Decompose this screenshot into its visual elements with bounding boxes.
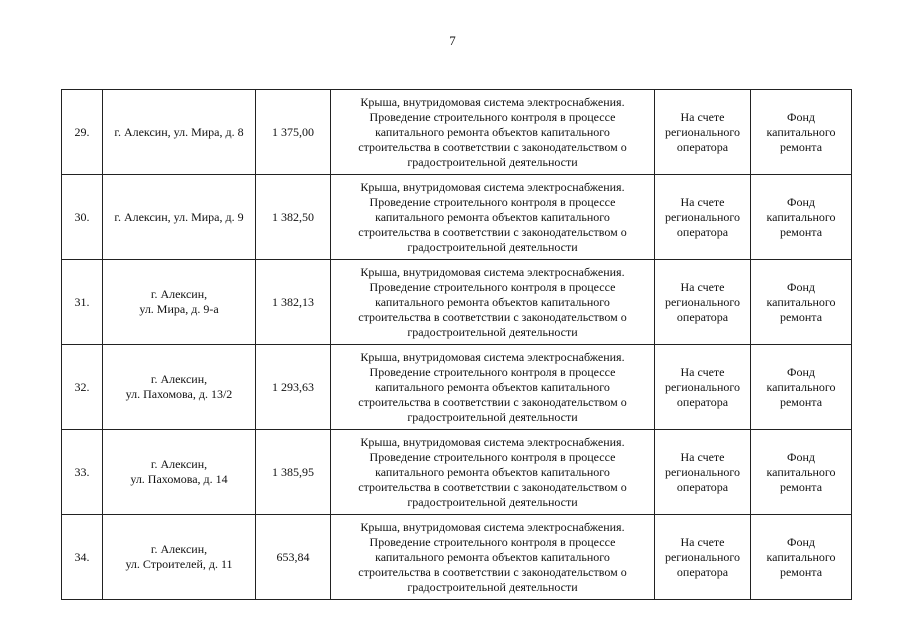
account-line: На счете <box>680 449 725 464</box>
work-line: Крыша, внутридомовая система электроснабжения. <box>360 179 625 194</box>
row-number: 33. <box>62 430 103 515</box>
work-line: капитального ремонта объектов капитального <box>375 549 610 564</box>
account-line: На счете <box>680 109 725 124</box>
work-line: градостроительной деятельности <box>407 154 578 169</box>
work-line: Крыша, внутридомовая система электроснабжения. <box>360 94 625 109</box>
funding-line: капитального <box>766 379 836 394</box>
row-number: 30. <box>62 175 103 260</box>
work-description-cell <box>331 515 655 600</box>
work-line: строительства в соответствии с законодательством о <box>358 394 627 409</box>
address-cell <box>103 175 256 260</box>
funding-line: ремонта <box>779 139 823 154</box>
address-line: г. Алексин, <box>150 457 208 471</box>
address-cell <box>103 260 256 345</box>
table-row <box>62 90 852 175</box>
work-line: градостроительной деятельности <box>407 324 578 339</box>
account-line: регионального <box>664 379 741 394</box>
table-row <box>62 175 852 260</box>
account-line: регионального <box>664 124 741 139</box>
funding-line: Фонд <box>786 534 815 549</box>
funding-source-cell <box>751 515 852 600</box>
address-line: ул. Мира, д. 9-а <box>139 302 219 316</box>
work-description-cell <box>331 90 655 175</box>
capital-repair-table <box>61 89 852 600</box>
account-line: На счете <box>680 279 725 294</box>
work-line: Проведение строительного контроля в процессе <box>369 109 616 124</box>
work-line: Проведение строительного контроля в процессе <box>369 534 616 549</box>
table-row <box>62 430 852 515</box>
account-cell <box>655 515 751 600</box>
funding-line: Фонд <box>786 194 815 209</box>
funding-line: Фонд <box>786 109 815 124</box>
area-cell: 1 385,95 <box>256 430 331 515</box>
work-line: Проведение строительного контроля в процессе <box>369 364 616 379</box>
address-line: г. Алексин, <box>150 372 208 386</box>
row-number: 32. <box>62 345 103 430</box>
funding-line: капитального <box>766 464 836 479</box>
row-number: 34. <box>62 515 103 600</box>
funding-line: Фонд <box>786 279 815 294</box>
account-line: На счете <box>680 364 725 379</box>
account-line: регионального <box>664 464 741 479</box>
address-line: г. Алексин, ул. Мира, д. 8 <box>114 124 244 139</box>
work-line: капитального ремонта объектов капитального <box>375 124 610 139</box>
address-line: ул. Пахомова, д. 13/2 <box>125 387 233 401</box>
work-line: Крыша, внутридомовая система электроснабжения. <box>360 519 625 534</box>
work-line: капитального ремонта объектов капитального <box>375 464 610 479</box>
account-line: оператора <box>676 564 729 579</box>
funding-line: капитального <box>766 549 836 564</box>
funding-line: ремонта <box>779 224 823 239</box>
area-cell: 653,84 <box>256 515 331 600</box>
work-line: градостроительной деятельности <box>407 579 578 594</box>
work-line: градостроительной деятельности <box>407 239 578 254</box>
account-line: регионального <box>664 549 741 564</box>
work-line: строительства в соответствии с законодательством о <box>358 224 627 239</box>
work-description-cell <box>331 175 655 260</box>
address-cell <box>103 345 256 430</box>
funding-source-cell <box>751 90 852 175</box>
work-line: градостроительной деятельности <box>407 494 578 509</box>
funding-line: капитального <box>766 294 836 309</box>
area-cell: 1 293,63 <box>256 345 331 430</box>
funding-line: Фонд <box>786 449 815 464</box>
work-line: капитального ремонта объектов капитального <box>375 294 610 309</box>
area-cell: 1 382,13 <box>256 260 331 345</box>
account-cell <box>655 175 751 260</box>
area-cell: 1 382,50 <box>256 175 331 260</box>
account-cell <box>655 430 751 515</box>
work-line: Крыша, внутридомовая система электроснабжения. <box>360 434 625 449</box>
account-line: оператора <box>676 479 729 494</box>
work-line: градостроительной деятельности <box>407 409 578 424</box>
funding-line: ремонта <box>779 394 823 409</box>
work-line: строительства в соответствии с законодательством о <box>358 309 627 324</box>
funding-line: ремонта <box>779 309 823 324</box>
account-line: регионального <box>664 209 741 224</box>
funding-source-cell <box>751 430 852 515</box>
work-line: капитального ремонта объектов капитального <box>375 379 610 394</box>
address-line: ул. Строителей, д. 11 <box>125 557 233 571</box>
address-line: г. Алексин, <box>150 542 208 556</box>
table-row <box>62 515 852 600</box>
account-line: регионального <box>664 294 741 309</box>
work-line: строительства в соответствии с законодательством о <box>358 564 627 579</box>
work-description-cell <box>331 260 655 345</box>
address-line: ул. Пахомова, д. 14 <box>130 472 228 486</box>
funding-source-cell <box>751 260 852 345</box>
address-line: г. Алексин, ул. Мира, д. 9 <box>114 209 244 224</box>
account-line: На счете <box>680 194 725 209</box>
work-line: строительства в соответствии с законодательством о <box>358 479 627 494</box>
work-line: Крыша, внутридомовая система электроснабжения. <box>360 264 625 279</box>
account-line: оператора <box>676 224 729 239</box>
account-line: На счете <box>680 534 725 549</box>
work-description-cell <box>331 430 655 515</box>
funding-line: капитального <box>766 209 836 224</box>
account-line: оператора <box>676 139 729 154</box>
table-row <box>62 345 852 430</box>
funding-line: капитального <box>766 124 836 139</box>
work-line: Проведение строительного контроля в процессе <box>369 194 616 209</box>
address-cell <box>103 90 256 175</box>
table-row <box>62 260 852 345</box>
funding-source-cell <box>751 175 852 260</box>
work-line: Проведение строительного контроля в процессе <box>369 449 616 464</box>
funding-source-cell <box>751 345 852 430</box>
work-line: строительства в соответствии с законодательством о <box>358 139 627 154</box>
account-line: оператора <box>676 394 729 409</box>
work-line: Проведение строительного контроля в процессе <box>369 279 616 294</box>
funding-line: ремонта <box>779 479 823 494</box>
account-cell <box>655 345 751 430</box>
address-cell <box>103 430 256 515</box>
area-cell: 1 375,00 <box>256 90 331 175</box>
page-number: 7 <box>449 33 456 48</box>
row-number: 31. <box>62 260 103 345</box>
address-cell <box>103 515 256 600</box>
account-cell <box>655 90 751 175</box>
account-line: оператора <box>676 309 729 324</box>
address-line: г. Алексин, <box>150 287 208 301</box>
work-line: Крыша, внутридомовая система электроснабжения. <box>360 349 625 364</box>
row-number: 29. <box>62 90 103 175</box>
account-cell <box>655 260 751 345</box>
work-line: капитального ремонта объектов капитального <box>375 209 610 224</box>
funding-line: Фонд <box>786 364 815 379</box>
funding-line: ремонта <box>779 564 823 579</box>
work-description-cell <box>331 345 655 430</box>
